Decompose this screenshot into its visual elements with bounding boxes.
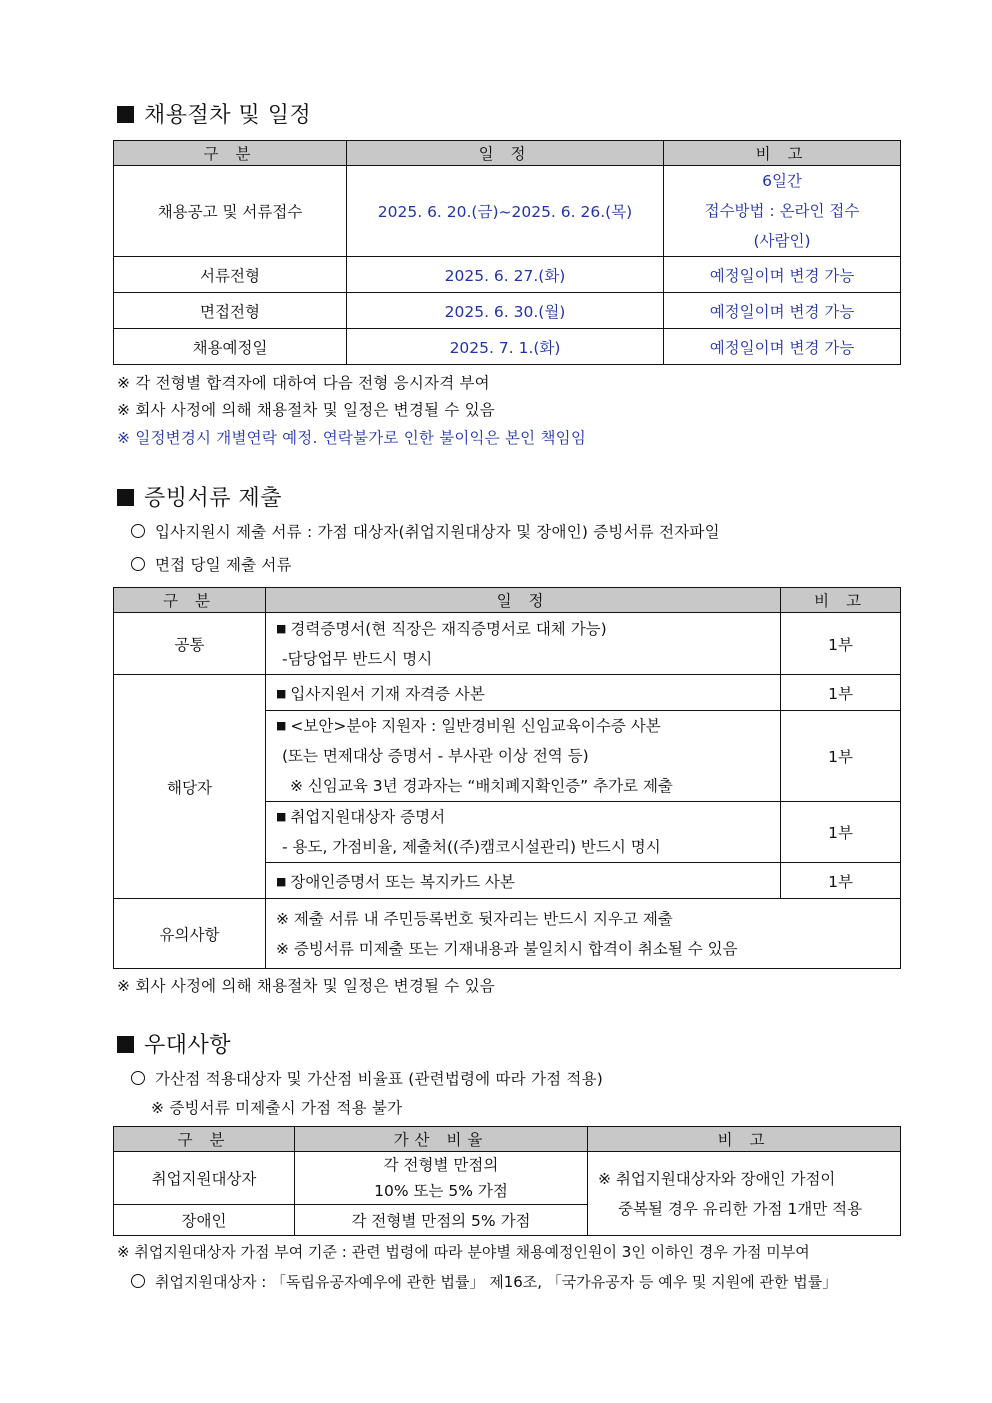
square-bullet-icon: ■ (276, 874, 287, 888)
header-ratio: 가산 비율 (295, 1127, 588, 1152)
row-category: 공통 (114, 613, 266, 675)
schedule-note-1: ※ 각 전형별 합격자에 대하여 다음 전형 응시자격 부여 (117, 374, 490, 392)
square-bullet-icon (117, 106, 134, 123)
item-text: 입사지원시 제출 서류 : 가점 대상자(취업지원대상자 및 장애인) 증빙서류 전자파일 (155, 523, 720, 541)
circle-bullet-icon (131, 524, 145, 538)
header-category: 구 분 (114, 1127, 295, 1152)
table-row (114, 293, 901, 329)
table-header-row (114, 141, 901, 166)
circle-bullet-icon (131, 1274, 145, 1288)
preferences-footnote: ※ 취업지원대상자 가점 부여 기준 : 관련 법령에 따라 분야별 채용예정인원이 3인 이하인 경우 가점 미부여 (117, 1243, 810, 1261)
row-remarks: 1부 (781, 802, 901, 863)
row-remarks (588, 1152, 901, 1236)
table-row (114, 166, 901, 257)
square-bullet-icon (117, 489, 134, 506)
ratio-line: 각 전형별 만점의 (383, 1156, 499, 1174)
table-header-row (114, 1127, 901, 1152)
row-category: 채용공고 및 서류접수 (114, 166, 347, 257)
header-category: 구 분 (114, 141, 347, 166)
document-text: <보안>분야 지원자 : 일반경비원 신임교육이수증 사본 (290, 717, 661, 735)
section-title-text: 증빙서류 제출 (144, 486, 283, 511)
document-text: 취업지원대상자 증명서 (290, 808, 446, 826)
preferences-subnote: ※ 증빙서류 미제출시 가점 적용 불가 (151, 1099, 403, 1117)
row-ratio (295, 1152, 588, 1205)
row-schedule: 2025. 7. 1.(화) (347, 329, 664, 365)
documents-note: ※ 회사 사정에 의해 채용절차 및 일정은 변경될 수 있음 (117, 977, 495, 995)
document-text: 장애인증명서 또는 복지카드 사본 (290, 872, 515, 891)
table-row (114, 899, 901, 969)
remark-line: 접수방법 : 온라인 접수 (704, 202, 860, 220)
table-row (114, 257, 901, 293)
documents-item-2 (131, 553, 292, 575)
row-remarks: 1부 (781, 675, 901, 711)
ratio-line: 10% 또는 5% 가점 (374, 1182, 508, 1200)
circle-bullet-icon (131, 1071, 145, 1085)
table-row (114, 613, 901, 675)
caution-line: ※ 증빙서류 미제출 또는 기재내용과 불일치시 합격이 취소될 수 있음 (276, 939, 738, 958)
section-title-recruitment-schedule (117, 98, 311, 129)
item-text: 취업지원대상자 : 「독립유공자예우에 관한 법률」 제16조, 「국가유공자 등 예우 및 지원에 관한 법률」 (155, 1273, 838, 1291)
document-line (276, 614, 774, 644)
row-schedule: 2025. 6. 30.(월) (347, 293, 664, 329)
row-category: 취업지원대상자 (114, 1152, 295, 1205)
row-remarks: 1부 (781, 613, 901, 675)
row-caution (266, 899, 901, 969)
row-remarks: 1부 (781, 711, 901, 802)
row-documents (266, 675, 781, 711)
schedule-table (113, 140, 901, 365)
remark-line: 6일간 (762, 172, 802, 190)
item-text: 가산점 적용대상자 및 가산점 비율표 (관련법령에 따라 가점 적용) (155, 1070, 604, 1088)
document-line: (또는 면제대상 증명서 - 부사관 이상 전역 등) (282, 747, 589, 765)
caution-line: ※ 제출 서류 내 주민등록번호 뒷자리는 반드시 지우고 제출 (276, 909, 673, 928)
row-category: 면접전형 (114, 293, 347, 329)
document-line (276, 711, 774, 741)
row-documents (266, 711, 781, 802)
document-line: -담당업무 반드시 명시 (282, 649, 433, 668)
header-category: 구 분 (114, 588, 266, 613)
table-row (114, 1152, 901, 1205)
documents-table (113, 587, 901, 969)
square-bullet-icon: ■ (276, 686, 287, 700)
preferences-item (131, 1067, 603, 1089)
remark-line: ※ 취업지원대상자와 장애인 가점이 (598, 1169, 836, 1188)
document-line: ※ 신임교육 3년 경과자는 “배치폐지확인증” 추가로 제출 (290, 777, 673, 795)
table-header-row (114, 588, 901, 613)
row-schedule: 2025. 6. 27.(화) (347, 257, 664, 293)
header-schedule: 일 정 (347, 141, 664, 166)
row-category: 채용예정일 (114, 329, 347, 365)
remark-line: 중복될 경우 유리한 가점 1개만 적용 (618, 1199, 863, 1218)
item-text: 면접 당일 제출 서류 (155, 556, 292, 574)
header-remarks: 비 고 (664, 141, 901, 166)
row-schedule: 2025. 6. 20.(금)~2025. 6. 26.(목) (347, 166, 664, 257)
row-category: 해당자 (114, 675, 266, 899)
row-remarks: 예정일이며 변경 가능 (664, 329, 901, 365)
square-bullet-icon: ■ (276, 810, 287, 823)
row-remarks (664, 166, 901, 257)
row-documents (266, 863, 781, 899)
section-title-preferences (117, 1028, 231, 1059)
header-remarks: 비 고 (781, 588, 901, 613)
row-documents (266, 802, 781, 863)
bonus-points-table (113, 1126, 901, 1236)
header-remarks: 비 고 (588, 1127, 901, 1152)
section-title-documents (117, 481, 282, 512)
row-category: 서류전형 (114, 257, 347, 293)
schedule-note-3: ※ 일정변경시 개별연락 예정. 연락불가로 인한 불이익은 본인 책임임 (117, 429, 587, 447)
section-title-text: 우대사항 (144, 1033, 232, 1058)
remark-line: (사람인) (753, 232, 811, 250)
preferences-law (131, 1271, 837, 1292)
row-remarks: 예정일이며 변경 가능 (664, 293, 901, 329)
documents-item-1 (131, 520, 720, 542)
document-text: 경력증명서(현 직장은 재직증명서로 대체 가능) (290, 619, 607, 638)
section-title-text: 채용절차 및 일정 (144, 103, 312, 128)
row-category: 장애인 (114, 1205, 295, 1236)
schedule-note-2: ※ 회사 사정에 의해 채용절차 및 일정은 변경될 수 있음 (117, 401, 495, 419)
document-text: 입사지원서 기재 자격증 사본 (290, 684, 485, 703)
row-remarks: 1부 (781, 863, 901, 899)
row-documents (266, 613, 781, 675)
circle-bullet-icon (131, 557, 145, 571)
square-bullet-icon: ■ (276, 621, 287, 635)
square-bullet-icon (117, 1036, 134, 1053)
document-line: - 용도, 가점비율, 제출처((주)캠코시설관리) 반드시 명시 (282, 838, 661, 856)
row-category: 유의사항 (114, 899, 266, 969)
row-ratio: 각 전형별 만점의 5% 가점 (295, 1205, 588, 1236)
row-remarks: 예정일이며 변경 가능 (664, 257, 901, 293)
header-schedule: 일 정 (266, 588, 781, 613)
document-line (276, 802, 774, 832)
table-row (114, 675, 901, 711)
table-row (114, 329, 901, 365)
square-bullet-icon: ■ (276, 719, 287, 732)
